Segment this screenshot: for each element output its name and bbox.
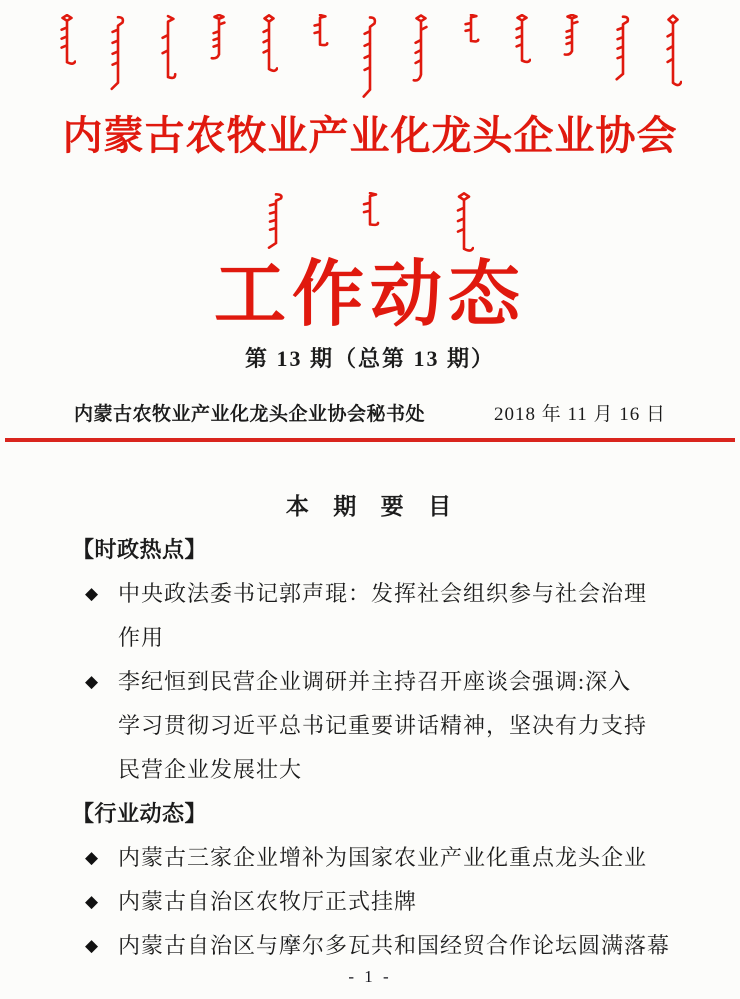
publisher: 内蒙古农牧业产业化龙头企业协会秘书处 [74,404,426,425]
section-title: 【行业动态】 [72,801,208,826]
toc-item-line: 中央政法委书记郭声琨：发挥社会组织参与社会治理 [118,581,648,606]
mongolian-script-icon [412,14,430,86]
toc-item-line: 学习贯彻习近平总书记重要讲话精神，坚决有力支持 [118,713,648,738]
mongolian-script-icon [513,14,531,68]
mongolian-script-icon [58,14,76,70]
toc-item-text [118,924,674,968]
toc-item-text [118,880,674,924]
toc-item-line: 内蒙古自治区与摩尔多瓦共和国经贸合作论坛圆满落幕 [118,933,671,958]
diamond-bullet-icon: ◆ [85,936,99,956]
diamond-bullet-icon: ◆ [85,672,99,692]
diamond-bullet-icon: ◆ [85,584,99,604]
toc-item [72,660,674,792]
toc-list [72,572,674,792]
page-number: - 1 - [348,967,392,986]
toc-item-text [118,660,674,792]
toc-item-line: 民营企业发展壮大 [118,757,303,782]
mongolian-script-icon [361,14,379,100]
mongolian-script-icon [360,192,380,228]
toc-item-line: 内蒙古自治区农牧厅正式挂牌 [118,889,418,914]
toc-list [72,836,674,968]
table-of-contents [0,484,740,968]
mongolian-script-icon [109,14,127,92]
red-divider [5,438,735,442]
toc-item-text [118,572,674,660]
masthead [0,14,740,442]
toc-item [72,924,674,968]
toc-section-politics [72,528,674,792]
publisher-row [0,402,740,428]
diamond-bullet-icon: ◆ [85,848,99,868]
issue-line: 第 13 期（总第 13 期） [244,346,495,371]
mongolian-script-icon [614,14,632,82]
mongolian-script-icon [210,14,228,62]
mongolian-script-row-mid [0,192,740,258]
mongolian-script-icon [311,14,329,48]
toc-item [72,572,674,660]
toc-heading: 本 期 要 目 [285,493,461,519]
page-footer [0,967,740,987]
mongolian-script-icon [454,192,474,258]
section-title: 【时政热点】 [72,537,208,562]
mongolian-script-row-top [0,14,740,102]
toc-item-text [118,836,674,880]
mongolian-script-icon [563,14,581,58]
mongolian-script-icon [664,14,682,94]
mongolian-script-icon [266,192,286,250]
mongolian-script-icon [260,14,278,78]
toc-item-line: 作用 [118,625,165,650]
toc-item [72,880,674,924]
bulletin-title: 工作动态 [213,255,526,335]
mongolian-script-icon [159,14,177,84]
toc-item-line: 李纪恒到民营企业调研并主持召开座谈会强调:深入 [118,669,632,694]
publish-date: 2018 年 11 月 16 日 [493,404,666,425]
toc-item [72,836,674,880]
diamond-bullet-icon: ◆ [85,892,99,912]
toc-item-line: 内蒙古三家企业增补为国家农业产业化重点龙头企业 [118,845,648,870]
org-title: 内蒙古农牧业产业化龙头企业协会 [62,113,678,158]
toc-section-industry [72,792,674,968]
mongolian-script-icon [462,14,480,44]
